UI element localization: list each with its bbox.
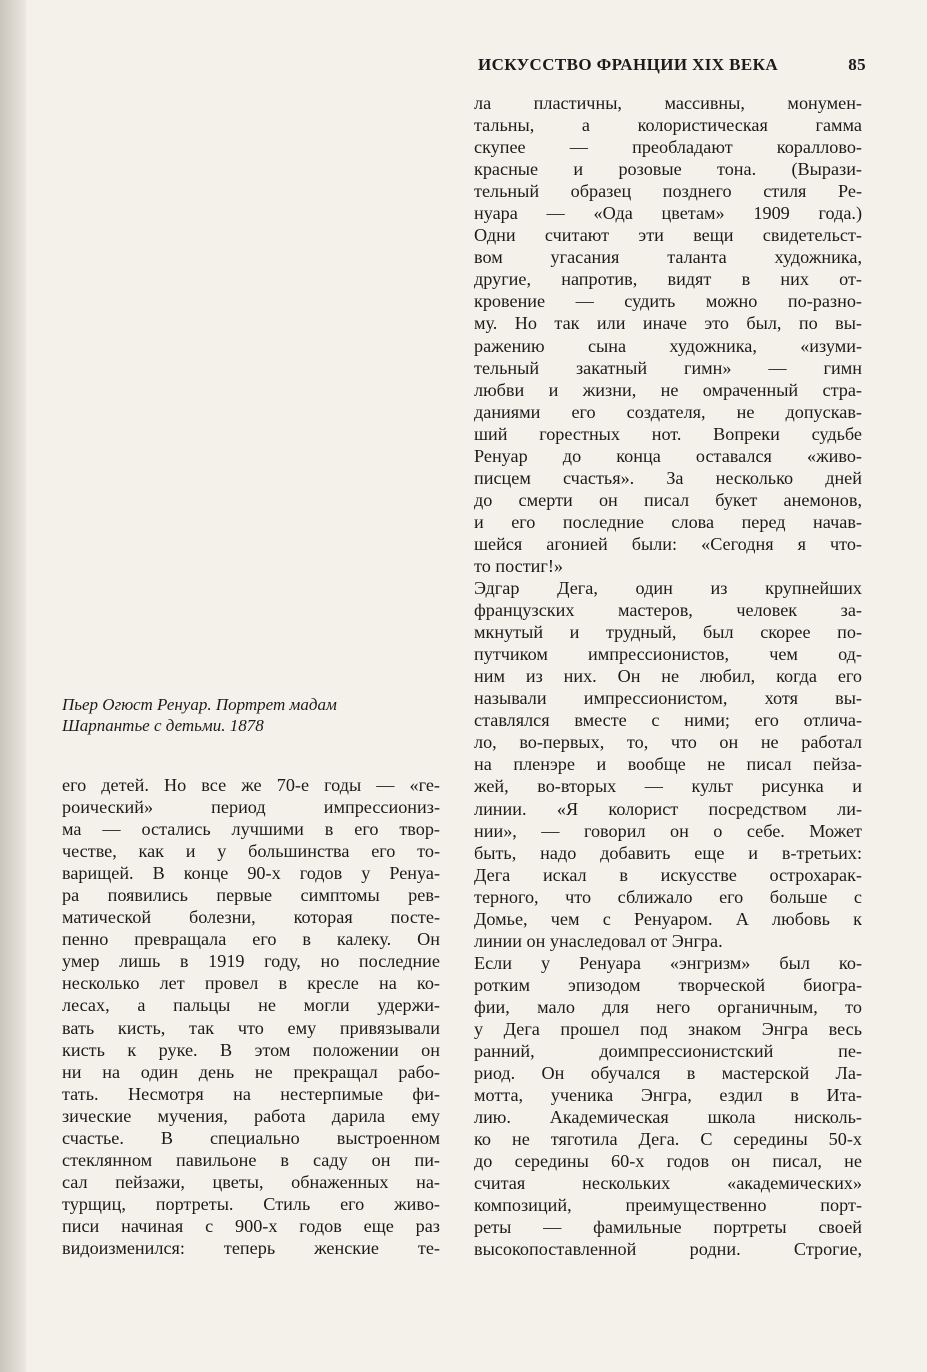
left-text-column	[62, 774, 440, 1259]
text-line: риод. Он обучался в мастерской Ла-	[474, 1063, 862, 1084]
text-line: сал пейзажи, цветы, обнаженных на-	[62, 1171, 440, 1192]
text-line: ма — остались лучшими в его твор-	[62, 819, 440, 840]
text-line: честве, как и у большинства его то-	[62, 841, 440, 862]
text-line: даниями его создателя, не допускав-	[474, 401, 862, 422]
text-line: лию. Академическая школа нисколь-	[474, 1107, 862, 1128]
text-line: его детей. Но все же 70-е годы — «ге-	[62, 775, 440, 795]
text-line: ним из них. Он не любил, когда его	[474, 666, 862, 687]
text-line: любви и жизни, не омраченный стра-	[474, 379, 862, 400]
text-line: до середины 60-х годов он писал, не	[474, 1151, 862, 1172]
caption-line: Пьер Огюст Ренуар. Портрет мадам	[62, 695, 337, 714]
text-line: мкнутый и трудный, был скорее по-	[474, 622, 862, 643]
text-line: Дега искал в искусстве острохарак-	[474, 864, 862, 885]
text-line: Ренуар до конца оставался «живо-	[474, 445, 862, 466]
text-line: турщиц, портреты. Стиль его живо-	[62, 1193, 440, 1214]
text-line: путчиком импрессионистов, чем од-	[474, 644, 862, 665]
right-text-column	[474, 92, 862, 1260]
text-line: вом угасания таланта художника,	[474, 247, 862, 268]
text-line: до смерти он писал букет анемонов,	[474, 489, 862, 510]
text-line: тельный образец позднего стиля Ре-	[474, 181, 862, 202]
text-line: пенно превращала его в калеку. Он	[62, 929, 440, 950]
text-line: у Дега прошел под знаком Энгра весь	[474, 1018, 862, 1039]
text-line: считая нескольких «академических»	[474, 1173, 862, 1194]
text-line: кровение — судить можно по-разно-	[474, 291, 862, 312]
text-line: матической болезни, которая посте-	[62, 907, 440, 928]
text-line: ставлялся вместе с ними; его отлича-	[474, 710, 862, 731]
illustration-caption	[62, 694, 442, 736]
text-line: на пленэре и вообще не писал пейза-	[474, 754, 862, 775]
text-line: тальны, а колористическая гамма	[474, 115, 862, 136]
text-line: умер лишь в 1919 году, но последние	[62, 951, 440, 972]
page-number: 85	[848, 55, 866, 74]
text-line: нии», — говорил он о себе. Может	[474, 820, 862, 841]
text-line: композиций, преимущественно порт-	[474, 1195, 862, 1216]
text-line: ла пластичны, массивны, монумен-	[474, 93, 862, 113]
text-line: красные и розовые тона. (Вырази-	[474, 159, 862, 180]
text-line: вать кисть, так что ему привязывали	[62, 1017, 440, 1038]
text-line: кисть к руке. В этом положении он	[62, 1039, 440, 1060]
text-line: Одни считают эти вещи свидетельст-	[474, 225, 862, 246]
text-line: видоизменился: теперь женские те-	[62, 1237, 440, 1258]
text-line: линии он унаследовал от Энгра.	[474, 930, 723, 951]
text-line: фии, мало для него органичным, то	[474, 996, 862, 1017]
text-line: ни на один день не прекращал рабо-	[62, 1061, 440, 1082]
text-line: ражению сына художника, «изуми-	[474, 335, 862, 356]
text-line: Домье, чем с Ренуаром. А любовь к	[474, 908, 862, 929]
text-line: писцем счастья». За несколько дней	[474, 467, 862, 488]
caption-line: Шарпантье с детьми. 1878	[62, 716, 264, 735]
text-line: лесах, а пальцы не могли удержи-	[62, 995, 440, 1016]
text-line: шейся агонией были: «Сегодня я что-	[474, 533, 862, 554]
text-line: тельный закатный гимн» — гимн	[474, 357, 862, 378]
text-line: писи начиная с 900-х годов еще раз	[62, 1215, 440, 1236]
text-line: и его последние слова перед начав-	[474, 511, 862, 532]
text-line: жей, во-вторых — культ рисунка и	[474, 776, 862, 797]
text-line: реты — фамильные портреты своей	[474, 1217, 862, 1238]
text-line: ший горестных нот. Вопреки судьбе	[474, 423, 862, 444]
page-binding-shadow	[0, 0, 26, 1372]
text-line: му. Но так или иначе это был, по вы-	[474, 313, 862, 334]
text-line: ло, во-первых, то, что он не работал	[474, 732, 862, 753]
text-line: скупее — преобладают кораллово-	[474, 137, 862, 158]
text-line: французских мастеров, человек за-	[474, 600, 862, 621]
text-line: Эдгар Дега, один из крупнейших	[474, 578, 862, 599]
text-line: высокопоставленной родни. Строгие,	[474, 1239, 862, 1260]
text-line: ко не тяготила Дега. С середины 50-х	[474, 1129, 862, 1150]
text-line: Если у Ренуара «энгризм» был ко-	[474, 952, 862, 973]
text-line: ра появились первые симптомы рев-	[62, 885, 440, 906]
text-line: мотта, ученика Энгра, ездил в Ита-	[474, 1085, 862, 1106]
text-line: ротким эпизодом творческой биогра-	[474, 974, 862, 995]
text-line: то постиг!»	[474, 555, 563, 576]
text-line: тать. Несмотря на нестерпимые фи-	[62, 1083, 440, 1104]
text-line: счастье. В специально выстроенном	[62, 1127, 440, 1148]
text-line: варищей. В конце 90-х годов у Ренуа-	[62, 863, 440, 884]
running-header-title: ИСКУССТВО ФРАНЦИИ XIX ВЕКА	[478, 55, 778, 74]
text-line: другие, напротив, видят в них от-	[474, 269, 862, 290]
text-line: называли импрессионистом, хотя вы-	[474, 688, 862, 709]
text-line: быть, надо добавить еще и в-третьих:	[474, 842, 862, 863]
text-line: стеклянном павильоне в саду он пи-	[62, 1149, 440, 1170]
text-line: зические мучения, работа дарила ему	[62, 1105, 440, 1126]
text-line: ранний, доимпрессионистский пе-	[474, 1041, 862, 1062]
text-line: линии. «Я колорист посредством ли-	[474, 798, 862, 819]
text-line: несколько лет провел в кресле на ко-	[62, 973, 440, 994]
text-line: роический» период импрессиониз-	[62, 797, 440, 818]
text-line: терного, что сближало его больше с	[474, 886, 862, 907]
text-line: нуара — «Ода цветам» 1909 года.)	[474, 203, 862, 224]
